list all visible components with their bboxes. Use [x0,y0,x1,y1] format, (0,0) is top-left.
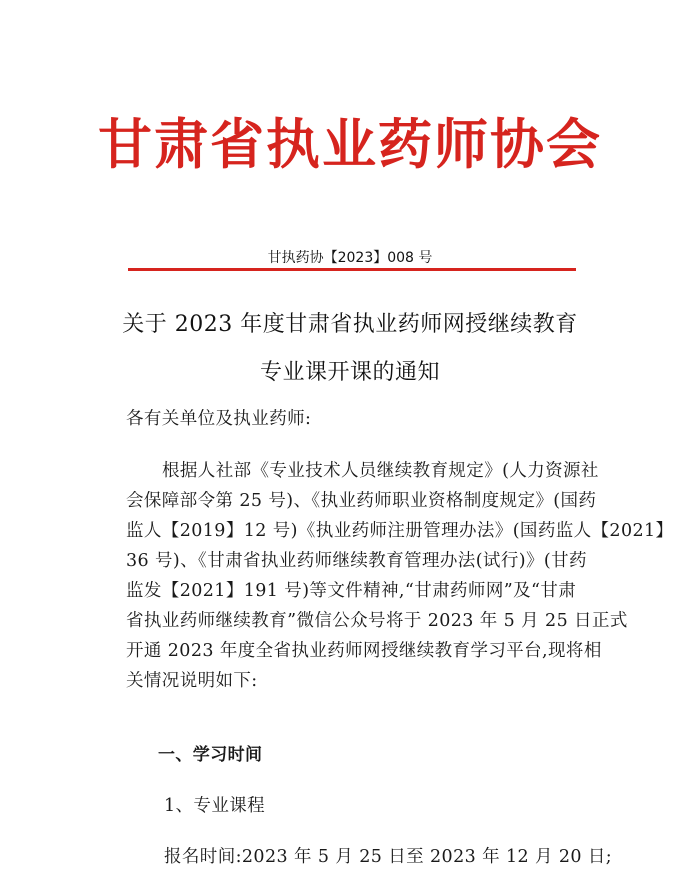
sub-heading-professional-courses: 1、专业课程 [164,796,266,816]
paragraph-line: 监发【2021】191 号)等文件精神,“甘肃药师网”及“甘肃 [126,581,577,601]
letterhead-red-rule [128,268,576,271]
salutation: 各有关单位及执业药师: [126,409,312,429]
registration-time-text: 报名时间:2023 年 5 月 25 日至 2023 年 12 月 20 日; [164,847,613,867]
notice-title-line-2: 专业课开课的通知 [259,360,440,385]
paragraph-line: 会保障部令第 25 号)、《执业药师职业资格制度规定》(国药 [126,491,597,511]
paragraph-line: 监人【2019】12 号)《执业药师注册管理办法》(国药监人【2021】 [126,521,674,541]
paragraph-line: 省执业药师继续教育”微信公众号将于 2023 年 5 月 25 日正式 [126,611,628,631]
paragraph-line: 关情况说明如下: [126,671,258,691]
paragraph-line: 根据人社部《专业技术人员继续教育规定》(人力资源社 [162,461,599,481]
notice-title-line-1: 关于 2023 年度甘肃省执业药师网授继续教育 [122,312,578,337]
document-number: 甘执药协【2023】008 号 [267,250,433,266]
section-heading-study-time: 一、学习时间 [158,745,263,765]
body-paragraph [126,456,674,696]
paragraph-line: 开通 2023 年度全省执业药师网授继续教育学习平台,现将相 [126,641,602,661]
paragraph-line: 36 号)、《甘肃省执业药师继续教育管理办法(试行)》(甘药 [126,551,587,571]
organization-letterhead: 甘肃省执业药师协会 [98,113,602,176]
